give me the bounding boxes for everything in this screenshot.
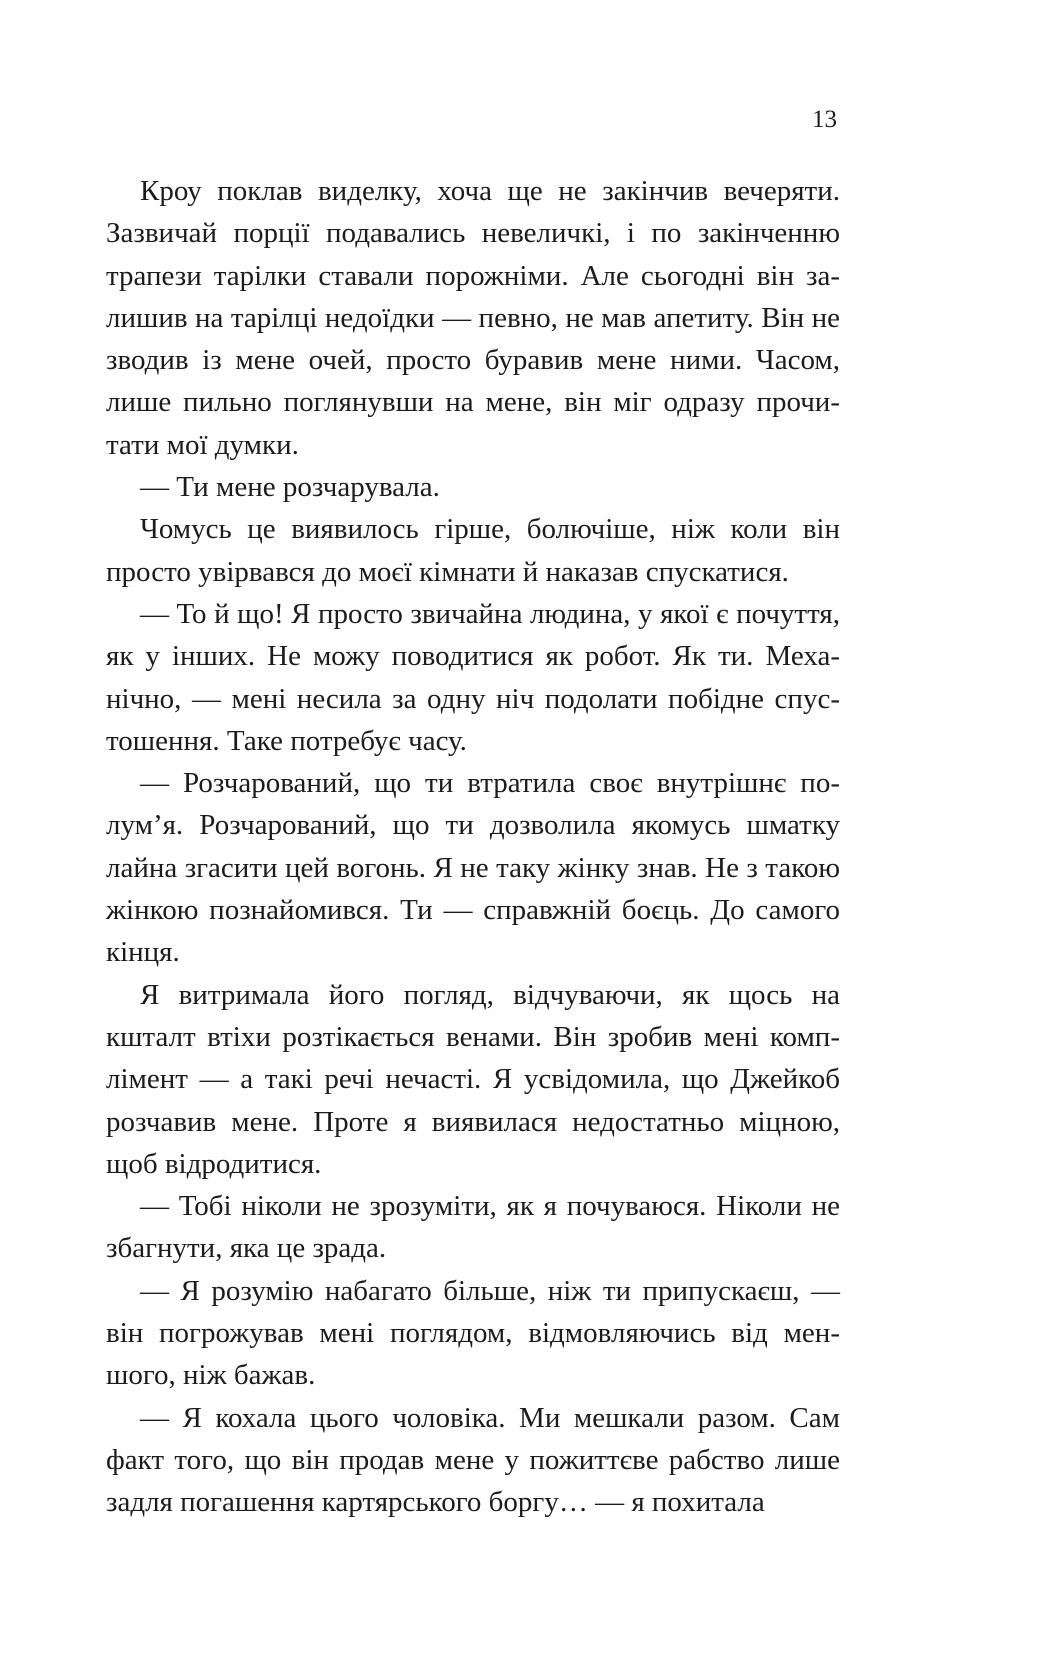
- paragraph: Я витримала його погляд, відчуваючи, як щось на кшталт втіхи розтікається венами. Він зробив мені комплімент — а такі речі нечасті. Я усвідомила, що Джейкоб розчавив мене. Проте я виявилася недостатньо міцною, щоб відродитися.: [106, 978, 840, 1180]
- paragraph: — Розчарований, що ти втратила своє внутрішнє полум’я. Розчарований, що ти дозволила якомусь шматку лайна згасити цей вогонь. Я не таку жінку знав. Не з такою жінкою познайомився. Ти — справжній боєць. До самого кінця.: [106, 767, 840, 969]
- paragraph: — Я кохала цього чоловіка. Ми мешкали разом. Сам факт того, що він продав мене у пожиттєве рабство лише задля погашення картярського боргу… — я похитала: [106, 1401, 840, 1519]
- paragraph: Кроу поклав виделку, хоча ще не закінчив вечеряти. Зазвичай порції подавались невеличкі, і по закінченню трапези тарілки ставали порожніми. Але сьогодні він залишив на тарілці недоїдки — певно, не мав апетиту. Він не зводив із мене очей, просто буравив мене ними. Часом, лише пильно поглянувши на мене, він міг одразу прочитати мої думки.: [106, 175, 840, 461]
- paragraph: — Ти мене розчарувала.: [140, 471, 440, 504]
- page-number: 13: [812, 106, 837, 133]
- text-body: [106, 170, 840, 1524]
- paragraph: — То й що! Я просто звичайна людина, у якої є почуття, як у інших. Не можу поводитися як робот. Як ти. Механічно, — мені несила за одну ніч подолати побідне спустошення. Таке потребує часу.: [106, 597, 840, 757]
- paragraph: Чомусь це виявилось гірше, болючіше, ніж коли він просто увірвався до моєї кімнати й наказав спускатися.: [106, 513, 840, 588]
- paragraph: — Тобі ніколи не зрозуміти, як я почуваюся. Ніколи не збагнути, яка це зрада.: [106, 1190, 840, 1265]
- paragraph: — Я розумію набагато більше, ніж ти припускаєш, — він погрожував мені поглядом, відмовляючись від меншого, ніж бажав.: [106, 1274, 840, 1392]
